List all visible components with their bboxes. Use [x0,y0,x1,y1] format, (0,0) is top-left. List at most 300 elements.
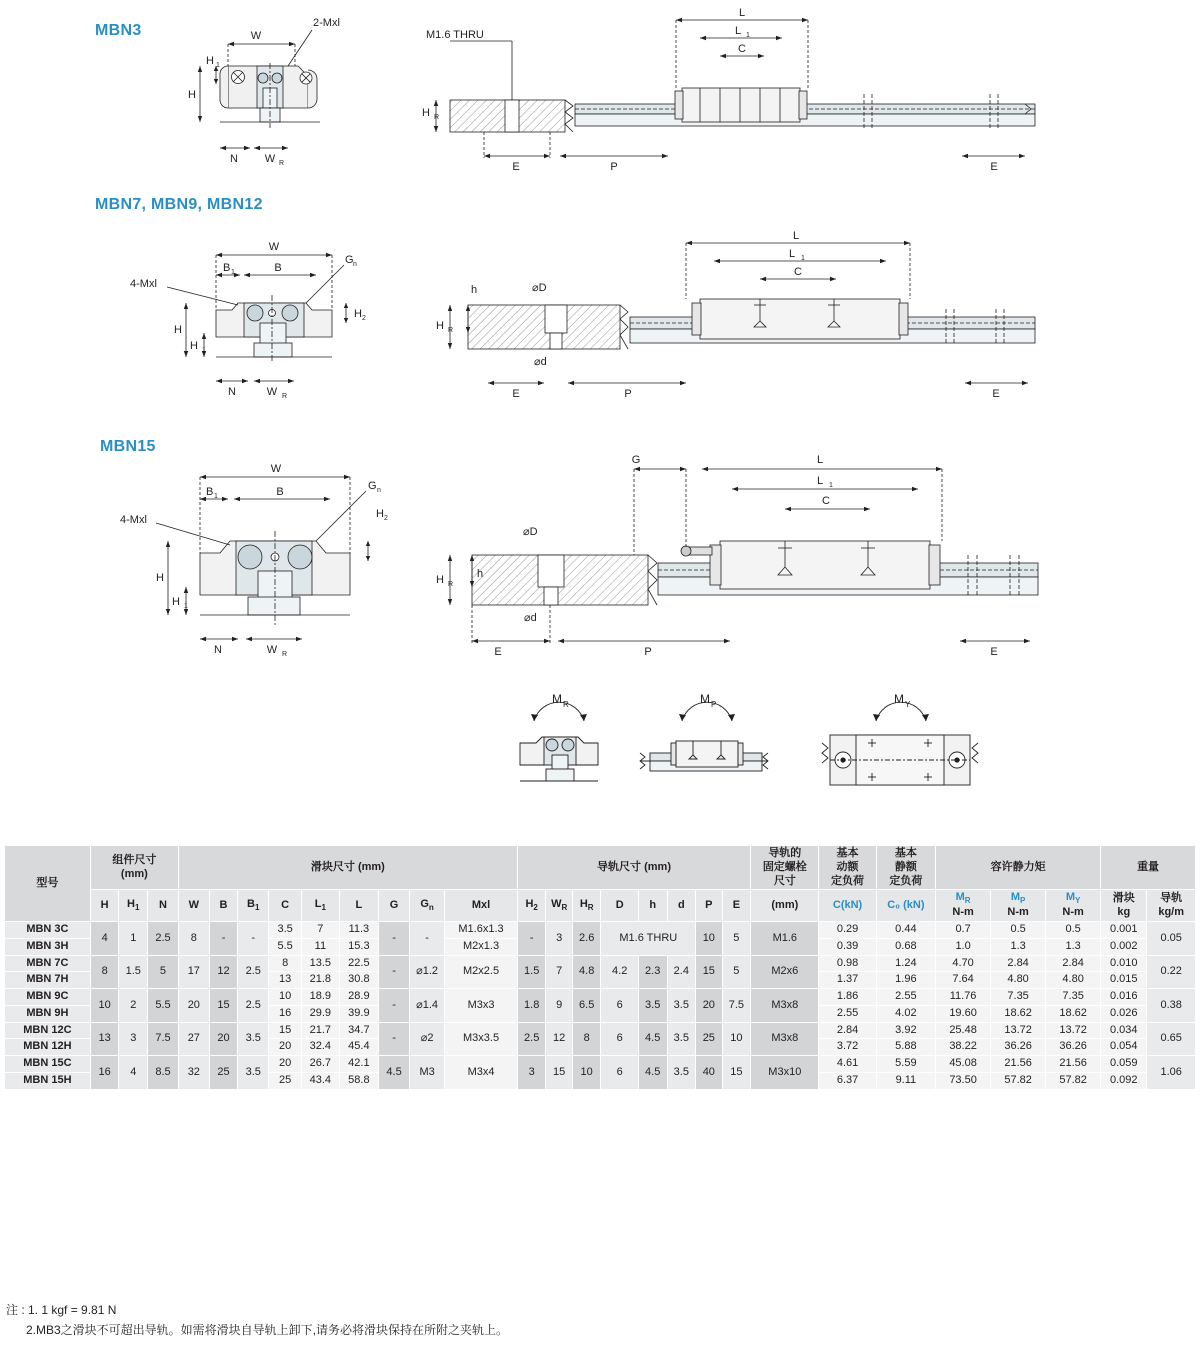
drawing-mbn3-svg [120,8,1150,178]
cell-C-kN: 2.55 [819,1005,876,1022]
cell-L1: 13.5 [302,955,339,972]
svg-text:L: L [788,248,796,260]
cell-D: 6 [601,1022,638,1056]
cell-MR: 1.0 [936,938,991,955]
th-C-kN: C(kN) [819,890,876,922]
cell-Mxl: M1.6x1.3 [445,922,518,939]
th-MP: $M_P$ N-m [991,890,1046,922]
th-bolt-l1: 导轨的 [768,847,802,859]
svg-text:E: E [512,388,520,400]
svg-text:H: H [190,340,198,352]
cell-model: MBN 3C [5,922,91,939]
th-weight-rail: 导轨 kg/m [1147,890,1196,922]
cell-C-kN: 0.98 [819,955,876,972]
svg-text:2-Mxl: 2-Mxl [313,17,340,29]
cell-G: - [379,922,410,956]
cell-WR: 9 [546,989,572,1023]
cell-d: 3.5 [667,989,696,1023]
th-rail-dims: 导轨尺寸 (mm) [517,846,750,890]
cell-bolt: M2x6 [751,955,819,989]
cell-H2: 3 [517,1056,546,1090]
svg-text:1: 1 [829,482,833,489]
svg-text:H: H [156,572,164,584]
th-B: B [209,890,238,922]
svg-text:M: M [700,692,710,706]
cell-model: MBN 12C [5,1022,91,1039]
cell-MP: 18.62 [991,1005,1046,1022]
cell-Mxl: M2x1.3 [445,938,518,955]
cell-MP: 13.72 [991,1022,1046,1039]
cell-C: 20 [269,1056,302,1073]
svg-text:2: 2 [384,515,388,522]
svg-text:W: W [266,644,278,656]
cell-MP: 36.26 [991,1039,1046,1056]
cell-WR: 15 [546,1056,572,1090]
cell-C: 20 [269,1039,302,1056]
cell-G: - [379,1022,410,1056]
cell-H1: 1.5 [119,955,148,989]
cell-L1: 18.9 [302,989,339,1006]
cell-C0-kN: 9.11 [876,1072,935,1089]
cell-h: 4.5 [638,1022,667,1056]
cell-G: - [379,989,410,1023]
svg-text:L: L [734,25,742,37]
cell-H: 10 [90,989,119,1023]
section-title-mbn7-9-12: MBN7, MBN9, MBN12 [95,196,263,213]
svg-text:M1.6 THRU: M1.6 THRU [426,29,484,41]
cell-MP: 1.3 [991,938,1046,955]
svg-text:R: R [282,651,288,658]
svg-text:4-Mxl: 4-Mxl [130,278,157,290]
cell-d: 2.4 [667,955,696,989]
cell-MY: 36.26 [1046,1039,1101,1056]
cell-P: 40 [696,1056,722,1090]
cell-model: MBN 15C [5,1056,91,1073]
svg-text:1: 1 [231,269,235,276]
cell-L: 45.4 [339,1039,379,1056]
svg-text:P: P [610,161,618,173]
cell-W: 20 [178,989,209,1023]
th-stat-l1: 基本 [894,847,917,859]
cell-L: 28.9 [339,989,379,1006]
th-L: L [339,890,379,922]
cell-HR: 2.6 [572,922,601,956]
th-HR: $H_R$ [572,890,601,922]
cell-MY: 57.82 [1046,1072,1101,1089]
svg-text:h: h [470,284,478,296]
spec-table [4,845,1196,1090]
cell-MY: 4.80 [1046,972,1101,989]
svg-text:C: C [794,266,802,278]
cell-W: 32 [178,1056,209,1090]
svg-text:R: R [279,160,285,167]
cell-B1: 3.5 [238,1022,269,1056]
cell-MR: 45.08 [936,1056,991,1073]
th-C0-kN: C₀ (kN) [876,890,935,922]
svg-text:B: B [223,262,231,274]
svg-text:R: R [448,581,454,588]
cell-L: 11.3 [339,922,379,939]
cell-C: 15 [269,1022,302,1039]
cell-C0-kN: 5.59 [876,1056,935,1073]
cell-bolt: M1.6 [751,922,819,956]
cell-HR: 6.5 [572,989,601,1023]
cell-L1: 29.9 [302,1005,339,1022]
th-weight-block: 滑块 kg [1101,890,1147,922]
th-stat-l2: 静额 [894,860,917,873]
cell-L: 15.3 [339,938,379,955]
svg-text:L: L [738,8,746,19]
table-row [5,989,1196,1006]
cell-B1: 2.5 [238,989,269,1023]
cell-B: 12 [209,955,238,989]
cell-C-kN: 6.37 [819,1072,876,1089]
cell-MY: 1.3 [1046,938,1101,955]
cell-H1: 1 [119,922,148,956]
table-group-header-row [5,846,1196,890]
th-stat-l3: 定负荷 [889,874,923,887]
svg-text:H: H [206,55,214,67]
cell-weight-block: 0.026 [1101,1005,1147,1022]
cell-WR: 12 [546,1022,572,1056]
cell-E: 15 [722,1056,751,1090]
cell-bolt: M3x10 [751,1056,819,1090]
th-bolt-l3: 尺寸 [773,874,796,887]
svg-text:G: G [631,455,641,466]
cell-B: 15 [209,989,238,1023]
note-line-2: 2.MB3之滑块不可超出导轨。如需将滑块自导轨上卸下,请务必将滑块保持在所附之夹轨上。 [26,1323,509,1338]
cell-W: 17 [178,955,209,989]
cell-Mxl: M2x2.5 [445,955,518,989]
th-bolt-size [751,846,819,890]
table-row [5,922,1196,939]
cell-H: 16 [90,1056,119,1090]
cell-bolt: M3x8 [751,989,819,1023]
cell-L1: 21.8 [302,972,339,989]
cell-L: 42.1 [339,1056,379,1073]
th-h: h [638,890,667,922]
cell-HR: 4.8 [572,955,601,989]
svg-text:1: 1 [202,347,206,354]
cell-MY: 7.35 [1046,989,1101,1006]
svg-text:R: R [563,700,569,709]
th-C: C [269,890,302,922]
th-d: d [667,890,696,922]
svg-text:1: 1 [801,255,805,262]
cell-H1: 2 [119,989,148,1023]
svg-text:N: N [214,644,222,656]
cell-weight-rail: 0.22 [1147,955,1196,989]
cell-H2: 2.5 [517,1022,546,1056]
th-P: P [696,890,722,922]
svg-text:H: H [188,89,196,101]
cell-Gn: - [409,922,444,956]
cell-H1: 3 [119,1022,148,1056]
svg-text:Y: Y [905,700,911,709]
cell-H2: 1.8 [517,989,546,1023]
cell-h: 3.5 [638,989,667,1023]
cell-MR: 38.22 [936,1039,991,1056]
cell-weight-rail: 0.38 [1147,989,1196,1023]
svg-text:N: N [230,153,238,165]
cell-weight-block: 0.059 [1101,1056,1147,1073]
cell-h: 4.5 [638,1056,667,1090]
th-G: G [379,890,410,922]
th-N: N [148,890,179,922]
cell-Gn: M3 [409,1056,444,1090]
cell-B: 20 [209,1022,238,1056]
cell-weight-block: 0.016 [1101,989,1147,1006]
notes [6,1300,508,1341]
cell-MP: 21.56 [991,1056,1046,1073]
moment-diagrams [500,685,1060,825]
cell-G: 4.5 [379,1056,410,1090]
cell-B1: 3.5 [238,1056,269,1090]
th-block-dims: 滑块尺寸 (mm) [178,846,517,890]
cell-L1: 7 [302,922,339,939]
th-weight: 重量 [1101,846,1196,890]
th-dyn-l1: 基本 [836,847,859,859]
cell-C-kN: 1.37 [819,972,876,989]
th-W: W [178,890,209,922]
table-row [5,1056,1196,1073]
cell-C: 8 [269,955,302,972]
th-assembly-dims [90,846,178,890]
cell-C0-kN: 3.92 [876,1022,935,1039]
cell-WR: 7 [546,955,572,989]
svg-text:H: H [174,324,182,336]
cell-N: 7.5 [148,1022,179,1056]
svg-text:H: H [172,596,180,608]
cell-C0-kN: 0.68 [876,938,935,955]
svg-text:G: G [345,254,354,266]
cell-N: 5 [148,955,179,989]
cell-H1: 4 [119,1056,148,1090]
cell-W: 8 [178,922,209,956]
th-bolt-l2: 固定螺栓 [762,860,807,873]
cell-P: 10 [696,922,722,956]
cell-HR: 10 [572,1056,601,1090]
cell-model: MBN 3H [5,938,91,955]
cell-Mxl: M3x4 [445,1056,518,1090]
svg-text:E: E [512,161,520,173]
th-static-load [876,846,935,890]
svg-text:B: B [274,262,282,274]
cell-weight-block: 0.001 [1101,922,1147,939]
cell-weight-block: 0.054 [1101,1039,1147,1056]
cell-C0-kN: 5.88 [876,1039,935,1056]
cell-C-kN: 0.39 [819,938,876,955]
svg-text:L: L [792,230,800,242]
cell-Mxl: M3x3.5 [445,1022,518,1056]
th-assembly-label: 组件尺寸 [112,853,157,866]
svg-text:1: 1 [184,603,188,610]
cell-WR: 3 [546,922,572,956]
th-B1: $B_1$ [238,890,269,922]
cell-H2: - [517,922,546,956]
cell-MP: 0.5 [991,922,1046,939]
th-assembly-unit: (mm) [120,867,148,880]
cell-MP: 4.80 [991,972,1046,989]
svg-text:W: W [268,241,280,253]
th-model: 型号 [5,846,91,922]
svg-text:2: 2 [362,315,366,322]
svg-text:⌀d: ⌀d [534,356,547,368]
cell-model: MBN 7H [5,972,91,989]
cell-D: 6 [601,1056,638,1090]
cell-C-kN: 2.84 [819,1022,876,1039]
cell-C-kN: 4.61 [819,1056,876,1073]
cell-model: MBN 9H [5,1005,91,1022]
cell-E: 10 [722,1022,751,1056]
cell-N: 8.5 [148,1056,179,1090]
drawing-mbn7-9-12 [120,225,1150,410]
cell-model: MBN 7C [5,955,91,972]
drawing-mbn3 [120,8,1150,178]
cell-weight-block: 0.092 [1101,1072,1147,1089]
svg-text:L: L [816,455,824,466]
table-row [5,955,1196,972]
cell-H: 8 [90,955,119,989]
svg-text:n: n [377,487,381,494]
cell-B1: 2.5 [238,955,269,989]
cell-MR: 19.60 [936,1005,991,1022]
svg-text:1: 1 [746,32,750,39]
svg-text:H: H [436,320,444,332]
svg-text:M: M [552,692,562,706]
th-H: H [90,890,119,922]
svg-text:E: E [990,161,998,173]
cell-L1: 11 [302,938,339,955]
svg-text:H: H [422,107,430,119]
svg-text:G: G [368,480,377,492]
cell-L: 22.5 [339,955,379,972]
cell-G: - [379,955,410,989]
svg-text:⌀D: ⌀D [523,526,538,538]
drawing-mbn15 [120,455,1150,670]
cell-C: 16 [269,1005,302,1022]
svg-text:M: M [894,692,904,706]
cell-MP: 57.82 [991,1072,1046,1089]
svg-text:H: H [436,574,444,586]
svg-text:N: N [228,386,236,398]
svg-text:n: n [353,261,357,268]
th-dyn-l3: 定负荷 [831,874,865,887]
svg-text:E: E [990,646,998,658]
svg-text:R: R [282,393,288,400]
cell-weight-block: 0.010 [1101,955,1147,972]
svg-text:⌀D: ⌀D [532,282,547,294]
cell-Mxl: M3x3 [445,989,518,1023]
svg-text:h: h [476,568,484,580]
cell-C: 25 [269,1072,302,1089]
table-sub-header-row [5,890,1196,922]
cell-MR: 0.7 [936,922,991,939]
svg-text:W: W [264,153,276,165]
cell-B: - [209,922,238,956]
cell-MY: 2.84 [1046,955,1101,972]
svg-text:1: 1 [216,62,220,69]
cell-weight-rail: 0.65 [1147,1022,1196,1056]
svg-text:H: H [376,508,384,520]
cell-MY: 21.56 [1046,1056,1101,1073]
svg-text:⌀d: ⌀d [524,612,537,624]
spec-table-wrap [4,845,1196,1090]
cell-D: 6 [601,989,638,1023]
cell-C: 10 [269,989,302,1006]
th-D: D [601,890,638,922]
cell-P: 25 [696,1022,722,1056]
th-H1: $H_1$ [119,890,148,922]
cell-h: 2.3 [638,955,667,989]
th-MR: $M_R$ N-m [936,890,991,922]
cell-L1: 32.4 [302,1039,339,1056]
cell-d: 3.5 [667,1022,696,1056]
svg-text:P: P [711,700,717,709]
note-line-1: 注 : 1. 1 kgf = 9.81 N [6,1303,117,1317]
cell-B1: - [238,922,269,956]
th-WR: $W_R$ [546,890,572,922]
svg-text:4-Mxl: 4-Mxl [120,514,147,526]
cell-model: MBN 15H [5,1072,91,1089]
cell-E: 5 [722,955,751,989]
cell-bolt: M3x8 [751,1022,819,1056]
th-MY: $M_Y$ N-m [1046,890,1101,922]
cell-B: 25 [209,1056,238,1090]
cell-MR: 7.64 [936,972,991,989]
svg-text:W: W [250,30,262,42]
cell-L: 30.8 [339,972,379,989]
cell-C0-kN: 0.44 [876,922,935,939]
svg-text:H: H [354,308,362,320]
cell-weight-block: 0.002 [1101,938,1147,955]
cell-C0-kN: 4.02 [876,1005,935,1022]
cell-d: 3.5 [667,1056,696,1090]
cell-Gn: ⌀2 [409,1022,444,1056]
cell-weight-rail: 0.05 [1147,922,1196,956]
cell-MP: 2.84 [991,955,1046,972]
svg-text:W: W [270,463,282,475]
cell-MR: 4.70 [936,955,991,972]
cell-L1: 21.7 [302,1022,339,1039]
th-dynamic-load [819,846,876,890]
cell-MY: 18.62 [1046,1005,1101,1022]
cell-W: 27 [178,1022,209,1056]
cell-C0-kN: 1.96 [876,972,935,989]
cell-C: 5.5 [269,938,302,955]
svg-text:C: C [822,495,830,507]
svg-text:R: R [434,114,440,121]
th-static-moment: 容许静力矩 [936,846,1101,890]
cell-C: 3.5 [269,922,302,939]
cell-model: MBN 9C [5,989,91,1006]
cell-MY: 0.5 [1046,922,1101,939]
svg-text:P: P [644,646,652,658]
cell-weight-block: 0.034 [1101,1022,1147,1039]
svg-text:W: W [266,386,278,398]
cell-C-kN: 3.72 [819,1039,876,1056]
cell-MR: 11.76 [936,989,991,1006]
svg-text:P: P [624,388,632,400]
cell-MY: 13.72 [1046,1022,1101,1039]
cell-weight-rail: 1.06 [1147,1056,1196,1090]
cell-model: MBN 12H [5,1039,91,1056]
th-E: E [722,890,751,922]
svg-text:L: L [816,475,824,487]
cell-MP: 7.35 [991,989,1046,1006]
cell-D: M1.6 THRU [601,922,696,956]
cell-C0-kN: 1.24 [876,955,935,972]
